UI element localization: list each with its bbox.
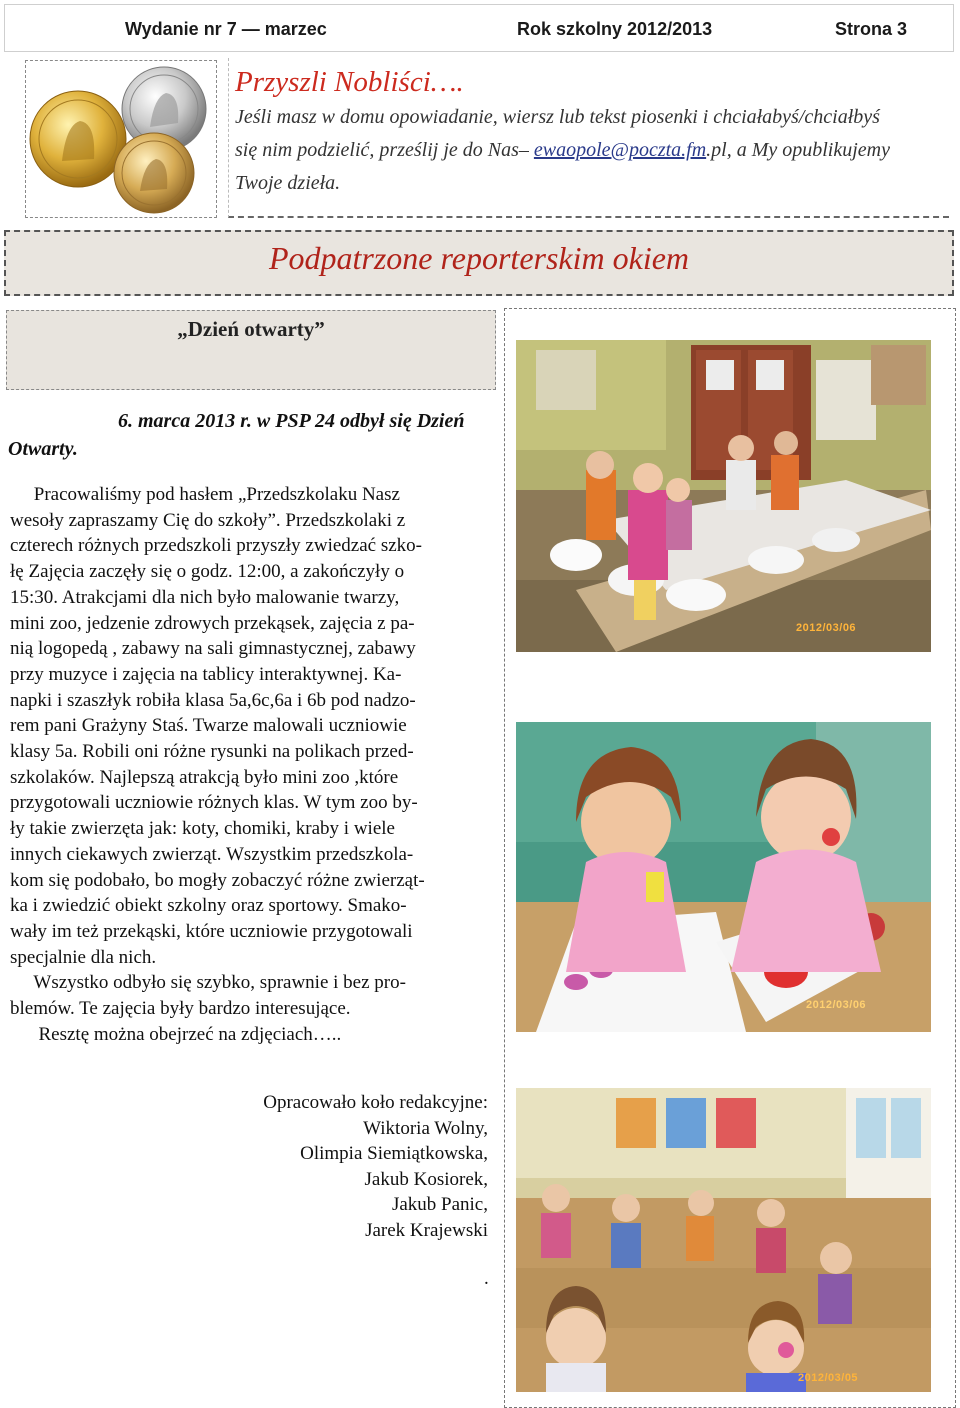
article-line: kom się podobało, bo mogły zobaczyć różne zwierząt- bbox=[10, 869, 425, 891]
article-line: ły takie zwierzęta jak: koty, chomiki, kraby i wiele bbox=[10, 818, 395, 840]
page-header bbox=[4, 4, 954, 52]
article-lead-line2: Otwarty. bbox=[8, 438, 78, 460]
article-line: klasy 5a. Robili oni różne rysunki na polikach przed- bbox=[10, 741, 414, 763]
article-line: Resztę można obejrzeć na zdjęciach….. bbox=[10, 1023, 342, 1045]
article-line: innych ciekawych zwierząt. Wszystkim przedszkola- bbox=[10, 843, 414, 865]
photo2-date-stamp: 2012/03/06 bbox=[806, 999, 867, 1011]
credits-heading: Opracowało koło redakcyjne: bbox=[263, 1092, 488, 1113]
article-line: 15:30. Atrakcjami dla nich było malowanie twarzy, bbox=[10, 586, 400, 608]
credits-trailing-dot: . bbox=[484, 1268, 489, 1289]
article-line: przy muzyce i zajęcia na tablicy interaktywnej. Ka- bbox=[10, 663, 402, 685]
article-line: Pracowaliśmy pod hasłem „Przedszkolaku Nasz bbox=[10, 484, 400, 505]
credits-name: Olimpia Siemiątkowska, bbox=[300, 1143, 488, 1164]
photo-kids-classroom bbox=[516, 1088, 931, 1392]
article-line: nią logopedą , zabawy na sali gimnastycznej, zabawy bbox=[10, 638, 416, 660]
article-line: czterech różnych przedszkoli przyszły zwiedzać szko- bbox=[10, 535, 422, 557]
article-line: napki i szaszłyk robiła klasa 5a,6c,6a i 6b pod nadzo- bbox=[10, 689, 416, 711]
nobel-text-line2-start: się nim podzielić, prześlij je do Nas– bbox=[235, 139, 529, 161]
school-year-label: Rok szkolny 2012/2013 bbox=[517, 19, 713, 39]
credits-name: Wiktoria Wolny, bbox=[363, 1117, 488, 1139]
article-line: szkolaków. Najlepszą atrakcją było mini zoo ,które bbox=[10, 766, 399, 788]
nobel-title: Przyszli Nobliści…. bbox=[235, 66, 464, 98]
article-line: wesoły zapraszamy Cię do szkoły”. Przedszkolaki z bbox=[10, 509, 406, 531]
article-line: ka i zwiedzić obiekt szkolny oraz sportowy. Smako- bbox=[10, 895, 407, 917]
article-line: łę Zajęcia zaczęły się o godz. 12:00, a zakończyły o bbox=[10, 561, 405, 583]
article-line: wały im też przekąski, które uczniowie przygotowali bbox=[10, 920, 413, 942]
article-line: specjalnie dla nich. bbox=[10, 946, 157, 968]
nobel-text-line3: Twoje dzieła. bbox=[235, 172, 341, 194]
article-title: „Dzień otwarty” bbox=[177, 317, 325, 341]
nobel-medals-image bbox=[25, 60, 217, 218]
issue-label: Wydanie nr 7 — marzec bbox=[125, 19, 327, 39]
photo1-date-stamp: 2012/03/06 bbox=[796, 622, 857, 634]
photo-classroom-table bbox=[516, 340, 931, 652]
nobel-text-line2 bbox=[235, 139, 890, 162]
section-title: Podpatrzone reporterskim okiem bbox=[268, 240, 690, 276]
nobel-section bbox=[228, 58, 949, 218]
email-link[interactable]: ewaopole@poczta.fm bbox=[533, 139, 707, 161]
credits-name: Jakub Panic, bbox=[391, 1194, 488, 1215]
page-number-label: Strona 3 bbox=[835, 19, 908, 39]
nobel-text-line1: Jeśli masz w domu opowiadanie, wiersz lub tekst piosenki i chciałabyś/chciałbyś bbox=[235, 106, 880, 128]
photo-girls-drawing bbox=[516, 722, 931, 1032]
article-title-box bbox=[6, 310, 496, 390]
article-line: mini zoo, jedzenie zdrowych przekąsek, zajęcia z pa- bbox=[10, 612, 415, 634]
article-line: rem pani Grażyny Staś. Twarze malowali uczniowie bbox=[10, 715, 407, 737]
article-line: Wszystko odbyło się szybko, sprawnie i bez pro- bbox=[10, 972, 406, 994]
credits bbox=[170, 1090, 488, 1243]
medal-icon bbox=[26, 61, 216, 217]
article-body bbox=[10, 482, 490, 1047]
credits-name: Jarek Krajewski bbox=[365, 1219, 488, 1241]
photo3-date-stamp: 2012/03/05 bbox=[798, 1372, 859, 1384]
article-line: blemów. Te zajęcia były bardzo interesujące. bbox=[10, 998, 351, 1020]
nobel-text-line2-end: .pl, a My opublikujemy bbox=[706, 139, 890, 161]
article-lead-line1: 6. marca 2013 r. w PSP 24 odbył się Dzień bbox=[118, 410, 465, 432]
credits-name: Jakub Kosiorek, bbox=[364, 1168, 488, 1190]
section-banner bbox=[4, 230, 954, 296]
article-line: przygotowali uczniowie różnych klas. W tym zoo by- bbox=[10, 792, 418, 814]
